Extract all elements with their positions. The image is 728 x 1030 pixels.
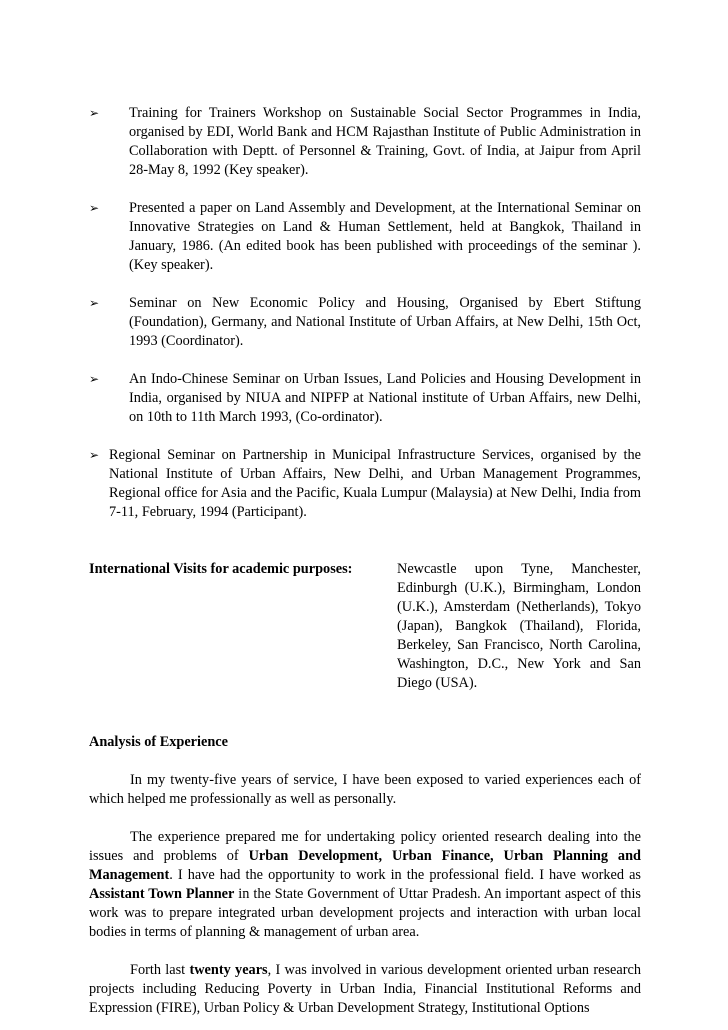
- list-item: [89, 199, 641, 275]
- bold-text: twenty years: [189, 962, 268, 978]
- list-item: [89, 294, 641, 351]
- arrow-bullet-icon: ➢: [89, 296, 100, 310]
- arrow-bullet-icon: ➢: [89, 372, 100, 386]
- visits-value: Newcastle upon Tyne, Manchester, Edinburgh (U.K.), Birmingham, London (U.K.), Amsterdam (Netherlands), Tokyo (Japan), Bangkok (Thailand), Florida, Berkeley, San Francisco, North Carolina, Washington, D.C., New York and San Diego (USA).: [397, 561, 641, 691]
- international-visits: [89, 560, 641, 693]
- list-item: [89, 446, 641, 522]
- list-item: [89, 370, 641, 427]
- visits-label: International Visits for academic purposes:: [89, 561, 353, 577]
- paragraph-text: Forth last: [130, 962, 190, 978]
- list-item-text: Regional Seminar on Partnership in Municipal Infrastructure Services, organised by the National Institute of Urban Affairs, New Delhi, and Urban Management Programmes, Regional office for Asia and the Pacific, Kuala Lumpur (Malaysia) at New Delhi, India from 7-11, February, 1994 (Participant).: [109, 447, 641, 520]
- arrow-bullet-icon: ➢: [89, 448, 100, 462]
- section-title: Analysis of Experience: [89, 734, 228, 750]
- paragraph-text: in the State Government of Uttar Pradesh. An important aspect of this work was to prepare integrated urban development projects and interaction with urban local bodies in terms of planning & management of urban area.: [89, 886, 641, 940]
- paragraph: [89, 961, 641, 1018]
- list-item-text: An Indo-Chinese Seminar on Urban Issues, Land Policies and Housing Development in India, organised by NIUA and NIPFP at National institute of Urban Affairs, new Delhi, on 10th to 11th March 1993, (Co-ordinator).: [129, 371, 641, 425]
- paragraph-text: In my twenty-five years of service, I have been exposed to varied experiences each of which helped me professionally as well as personally.: [89, 772, 641, 807]
- list-item-text: Seminar on New Economic Policy and Housing, Organised by Ebert Stiftung (Foundation), Germany, and National Institute of Urban Affairs, at New Delhi, 15th Oct, 1993 (Coordinator).: [129, 295, 641, 349]
- document-page: [89, 104, 641, 1018]
- arrow-bullet-icon: ➢: [89, 201, 100, 215]
- list-item-text: Training for Trainers Workshop on Sustainable Social Sector Programmes in India, organised by EDI, World Bank and HCM Rajasthan Institute of Public Administration in Collaboration with Deptt. of Personnel & Training, Govt. of India, at Jaipur from April 28-May 8, 1992 (Key speaker).: [129, 105, 641, 178]
- paragraph-text: , I was involved in various development oriented urban research projects including Reducing Poverty in Urban India, Financial Institutional Reforms and Expression (FIRE), Urban Policy & Urban Development Strategy, Institutional Options: [89, 962, 642, 1016]
- bold-text: Urban Development, Urban Finance, Urban Planning and Management: [89, 848, 641, 883]
- arrow-bullet-icon: ➢: [89, 106, 100, 120]
- list-item-text: Presented a paper on Land Assembly and Development, at the International Seminar on Innovative Strategies on Land & Human Settlement, held at Bangkok, Thailand in January, 1986. (An edited book has been published with proceedings of the seminar ). (Key speaker).: [129, 200, 641, 273]
- paragraph: [89, 771, 641, 809]
- bold-text: Assistant Town Planner: [89, 886, 235, 902]
- paragraph-text: . I have had the opportunity to work in the professional field. I have worked as: [169, 867, 641, 883]
- paragraph-text: The experience prepared me for undertaking policy oriented research dealing into the issues and problems of: [89, 829, 641, 864]
- list-item: [89, 104, 641, 180]
- paragraph: [89, 828, 641, 942]
